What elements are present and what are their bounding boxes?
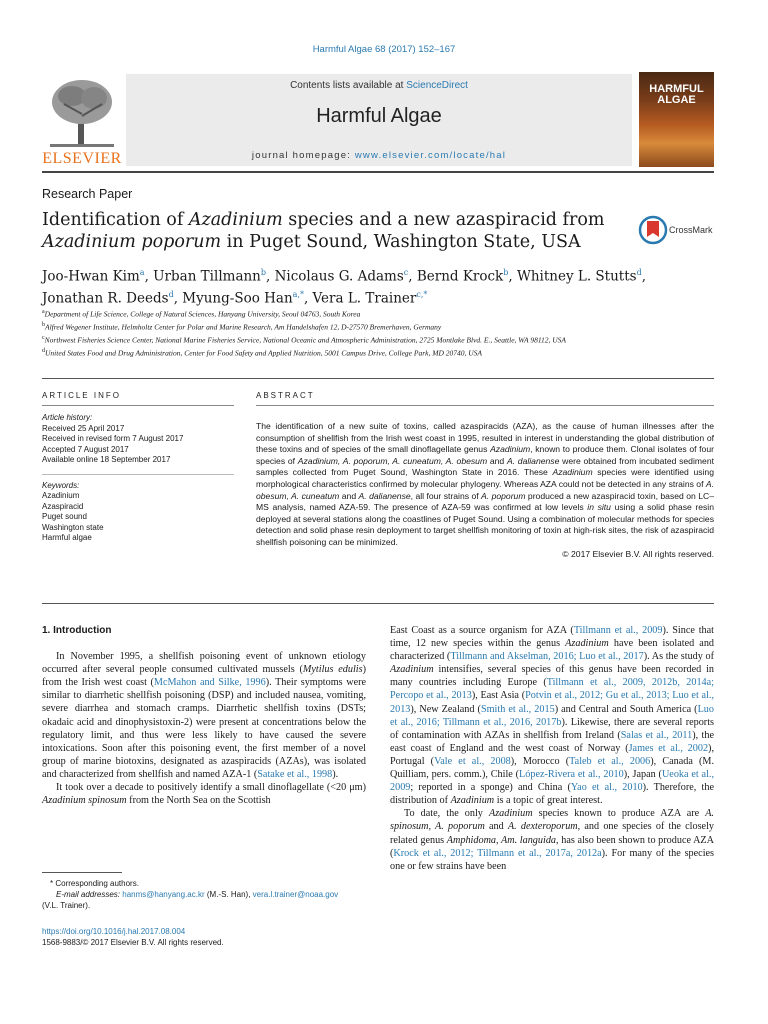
citation-link[interactable]: López-Rivera et al., 2010 — [519, 769, 624, 781]
citation-link[interactable]: Vale et al., 2008 — [434, 755, 511, 767]
citation-link[interactable]: Tillmann and Akselman, 2016; Luo et al., 2017 — [450, 651, 644, 663]
affiliation — [42, 346, 642, 359]
crossmark-icon — [638, 215, 668, 245]
affiliation — [42, 320, 642, 333]
affiliation — [42, 333, 642, 346]
keyword: Puget sound — [42, 512, 87, 521]
citation-link[interactable]: James et al., 2002 — [628, 742, 709, 754]
citation-link[interactable]: Krock et al., 2012; Tillmann et al., 2017a, 2012a — [393, 847, 602, 859]
author-separator: , — [408, 268, 417, 285]
abstract-copyright: © 2017 Elsevier B.V. All rights reserved. — [562, 548, 714, 559]
corresponding-note: * Corresponding authors. — [50, 879, 139, 888]
sciencedirect-link[interactable]: ScienceDirect — [406, 80, 468, 91]
keywords-label: Keywords: — [42, 480, 80, 490]
info-rule — [42, 405, 234, 406]
journal-title: Harmful Algae — [316, 105, 442, 127]
author-separator: , — [144, 268, 154, 285]
author-name[interactable]: Nicolaus G. Adams — [274, 268, 404, 285]
citation-link[interactable]: Tillmann et al., 2009 — [573, 625, 663, 636]
citation-link[interactable]: Yao et al., 2010 — [570, 782, 643, 794]
affiliation-marker: a — [42, 309, 45, 315]
paragraph: It took over a decade to positively identify a small dinoflagellate (<20 μm) Azadinium spinosum from the North Sea on the Scottish — [42, 782, 366, 807]
author-affiliation-marker[interactable]: a — [139, 268, 145, 277]
author-affiliation-marker[interactable]: b — [260, 268, 267, 277]
citation-link[interactable]: Potvin et al., 2012; Gu et al., 2013; Luo et al., 2013 — [390, 690, 714, 715]
author-separator: , — [641, 268, 646, 285]
paragraph: To date, the only Azadinium species known to produce AZA are A. spinosum, A. poporum and A. dexteroporum, and one species of the closely related genus Amphidoma, Am. languida, has also been shown to produce AZA (Krock et al., 2012; Tillmann et al., 2017a, 2012a). For many of the species one or few strains have been — [390, 808, 715, 872]
bottom-info — [42, 926, 224, 948]
abstract-divider — [42, 603, 714, 604]
keyword: Azaspiracid — [42, 501, 84, 511]
history-label: Article history: — [42, 413, 93, 422]
history-item: Received in revised form 7 August 2017 — [42, 434, 184, 443]
affiliation-marker: c — [42, 335, 45, 342]
publisher-wordmark: ELSEVIER — [42, 150, 122, 167]
author-name[interactable]: Urban Tillmann — [153, 268, 261, 285]
keyword: Azadinium — [42, 491, 80, 500]
affiliation-text: United States Food and Drug Administration, Center for Food Safety and Applied Nutrition, 5001 Campus Drive, College Park, MD 20740, USA — [45, 348, 482, 358]
footnote-rule — [42, 872, 122, 873]
author-affiliation-marker[interactable]: c — [403, 268, 409, 277]
author-list — [42, 264, 714, 307]
history-item: Available online 18 September 2017 — [42, 455, 171, 464]
citation-link[interactable]: Smith et al., 2015 — [480, 703, 555, 715]
info-divider — [42, 474, 234, 475]
author-name[interactable]: Whitney L. Stutts — [516, 268, 637, 285]
author-name[interactable]: Myung-Soo Han — [182, 290, 293, 306]
body-column-left — [42, 624, 366, 807]
section-heading: 1. Introduction — [42, 625, 112, 636]
journal-masthead — [126, 74, 632, 166]
author-name[interactable]: Jonathan R. Deeds — [42, 290, 169, 306]
keyword: Washington state — [42, 522, 104, 532]
journal-cover-image[interactable] — [639, 72, 714, 167]
email-link[interactable]: hanms@hanyang.ac.kr — [122, 890, 205, 899]
affiliation — [42, 307, 642, 320]
author-name[interactable]: Vera L. Trainer — [312, 290, 417, 306]
abstract-body: The identification of a new suite of toxins, called azaspiracids (AZA), as the cause of human illnesses after the consumption of shellfish from the Irish west coast in 1995, resulted in interest in understanding the global distribution of these toxins and of species of the small dinoflagellate genus Azadinium, known to produce them. Clonal isolates of four species of Azadinium, A. poporum, A. cuneatum, A. obesum and A. dalianense were obtained from incubated sediment samples collected from Puget Sound, Washington State in 2016. These Azadinium species were identified using morphological characteristics confirmed by molecular phylogeny. Whereas AZA could not be detected in any strains of A. obesum, A. cuneatum and A. dalianense, all four strains of A. poporum produced a new azaspiracid toxin, based on LC–MS analysis, named AZA-59. The presence of AZA-59 was confirmed at low levels in situ using a solid phase resin deployed at several stations along the coastlines of Puget Sound. Using a combination of molecular methods for species detection and solid phase resin deployment to target shellfish monitoring of toxin at high-risk sites, the risk of azaspiracid shellfish poisoning can be minimized. © 2017 Elsevier B.V. All rights reserved. — [256, 421, 714, 559]
affiliation-marker: b — [42, 322, 45, 329]
article-info — [42, 413, 234, 544]
history-item: Received 25 April 2017 — [42, 423, 125, 433]
affiliation-list — [42, 307, 642, 359]
author-separator: , — [173, 290, 183, 306]
citation-link[interactable]: Salas et al., 2011 — [620, 729, 693, 741]
affiliation-text: Alfred Wegener Institute, Helmholtz Center for Polar and Marine Research, Am Handelshafen 12, D-27570 Bremerhaven, Germany — [45, 322, 442, 332]
contents-line: Contents lists available at ScienceDirect — [290, 80, 468, 91]
author-affiliation-marker[interactable]: b — [503, 268, 509, 277]
author-name[interactable]: Joo-Hwan Kim — [42, 268, 140, 285]
journal-homepage: journal homepage: www.elsevier.com/locate/hal — [251, 150, 507, 161]
affiliation-marker: d — [42, 348, 45, 355]
paragraph: East Coast as a source organism for AZA (Tillmann et al., 2009). Since that time, 12 new species within the genus Azadinium have been isolated and characterized (Tillmann and Akselman, 2016; Luo et al., 2017). As the study of Azadinium intensifies, several species of this genus have been recorded in many countries including Europe (Tillmann et al., 2009, 2012b, 2014a; Percopo et al., 2013), East Asia (Potvin et al., 2012; Gu et al., 2013; Luo et al., 2013), New Zealand (Smith et al., 2015) and Central and South America (Luo et al., 2016; Tillmann et al., 2016, 2017b). Likewise, there are several reports of contamination with AZAs in shellfish from Ireland (Salas et al., 2011), the east coast of England and the west coast of Norway (James et al., 2002), Portugal (Vale et al., 2008), Morocco (Taleb et al., 2006), Canada (M. Quilliam, pers. comm.), Chile (López-Rivera et al., 2010), Japan (Ueoka et al., 2009; reported in a sponge) and China (Yao et al., 2010). Therefore, the distribution of Azadinium is a topic of great interest. — [390, 625, 715, 807]
body-column-right — [390, 624, 714, 873]
header-divider — [42, 171, 714, 173]
author-separator: , — [303, 290, 313, 306]
doi-link[interactable]: https://doi.org/10.1016/j.hal.2017.08.004 — [42, 927, 186, 936]
email-line: E-mail addresses: hanms@hanyang.ac.kr (M.-S. Han), vera.l.trainer@noaa.gov — [56, 890, 339, 899]
affiliation-text: Northwest Fisheries Science Center, National Marine Fisheries Service, National Oceanic and Atmospheric Administration, 2725 Montlake Blvd. E., Seattle, WA 98112, USA — [44, 335, 567, 345]
author-separator: , — [508, 268, 517, 285]
author-affiliation-marker[interactable]: a,* — [292, 289, 304, 299]
paper-type: Research Paper — [42, 187, 133, 201]
citation-link[interactable]: Ueoka et al., 2009 — [390, 769, 714, 794]
keyword: Harmful algae — [42, 533, 92, 542]
author-affiliation-marker[interactable]: c,* — [416, 289, 428, 299]
author-affiliation-marker[interactable]: d — [636, 268, 642, 277]
keywords-list — [42, 491, 234, 544]
article-info-heading: ARTICLE INFO — [42, 391, 121, 400]
email-owner: (V.L. Trainer). — [42, 901, 91, 910]
email-link[interactable]: vera.l.trainer@noaa.gov — [252, 890, 339, 899]
crossmark-label[interactable]: CrossMark — [669, 225, 713, 235]
citation-link[interactable]: Luo et al., 2016; Tillmann et al., 2016, 2017b — [390, 703, 714, 728]
affiliation-text: Department of Life Science, College of Natural Sciences, Hanyang University, Seoul 04763, South Korea — [44, 309, 361, 319]
abstract-rule — [256, 405, 714, 406]
history-list — [42, 424, 234, 466]
citation-link[interactable]: Satake et al., 1998 — [257, 768, 333, 780]
citation-link[interactable]: Taleb et al., 2006 — [569, 755, 651, 767]
issn-line: 1568-9883/© 2017 Elsevier B.V. All rights reserved. — [42, 938, 224, 947]
citation-link[interactable]: McMahon and Silke, 1996 — [153, 677, 266, 689]
abstract-heading: ABSTRACT — [256, 391, 315, 400]
citation-link[interactable]: Tillmann et al., 2009, 2012b, 2014a; Percopo et al., 2013 — [390, 677, 715, 702]
author-separator: , — [266, 268, 275, 285]
homepage-link[interactable]: www.elsevier.com/locate/hal — [354, 150, 507, 161]
author-name[interactable]: Bernd Krock — [416, 268, 504, 285]
author-affiliation-marker[interactable]: d — [168, 289, 174, 299]
history-item: Accepted 7 August 2017 — [42, 444, 129, 454]
footnotes — [42, 878, 372, 911]
cover-title: HARMFUL ALGAE — [649, 83, 704, 106]
paragraph: In November 1995, a shellfish poisoning event of unknown etiology occurred after several people consumed cultivated mussels (Mytilus edulis) from the Irish west coast (McMahon and Silke, 1996). Their symptoms were similar to diarrhetic shellfish poisoning (DSP) and included nausea, vomiting, severe diarrhea and stomach cramps. Diarrhetic shellfish toxins (DSTs; okadaic acid and dinophysistoxin-2) were present at concentrations below the regulatory limit, and thus were less likely to have caused the severe intoxications. Soon after this poisoning event, the first member of a novel group of marine biotoxins, designated as azaspiracids (AZAs), was isolated and characterized from shellfish and named AZA-1 (Satake et al., 1998). — [42, 651, 367, 780]
journal-citation[interactable]: Harmful Algae 68 (2017) 152–167 — [312, 44, 456, 55]
paper-title: Identification of Azadinium species and a new azaspiracid from Azadinium poporum in Puget Sound, Washington State, USA — [42, 210, 605, 252]
affil-divider — [42, 378, 714, 379]
